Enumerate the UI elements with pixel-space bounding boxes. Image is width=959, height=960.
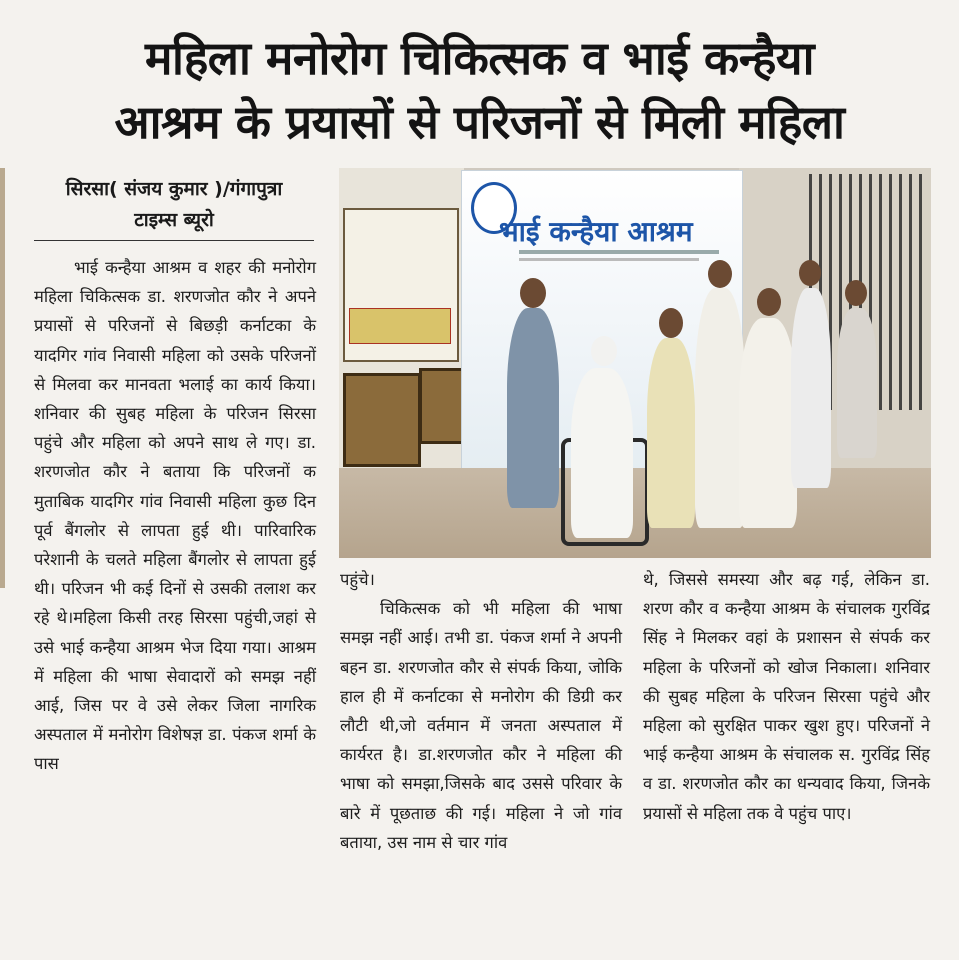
column-2-paragraph: पहुंचे। bbox=[340, 570, 375, 589]
photo-person bbox=[837, 308, 877, 458]
photo-person-head bbox=[591, 336, 617, 366]
headline-line-1: महिला मनोरोग चिकित्सक व भाई कन्हैया bbox=[144, 31, 815, 85]
photo-person-head bbox=[757, 288, 781, 316]
photo-banner-subtext bbox=[519, 250, 719, 254]
photo-person bbox=[695, 288, 745, 528]
column-3-paragraph: थे, जिससे समस्या और बढ़ गई, लेकिन डा. शरण कौर व कन्हैया आश्रम के संचालक गुरविंद्र सिंह ने मिलकर वहां के प्रशासन से संपर्क कर महिला के परिजनों को खोज निकाला। शनिवार की सुबह महिला के परिजन सिरसा पहुंचे और महिला को सुरक्षित पाकर खुश हुए। परिजनों ने भाई कन्हैया आश्रम के संचालक स. गुरविंद्र सिंह व डा. शरणजोत कौर का धन्यवाद किया, जिनके प्रयासों से महिला तक वे पहुंच पाए। bbox=[643, 570, 930, 823]
photo-person bbox=[571, 368, 633, 538]
column-2-paragraph: चिकित्सक को भी महिला की भाषा समझ नहीं आई। तभी डा. पंकज शर्मा ने अपनी बहन डा. शरणजोत कौर से संपर्क किया, जोकि हाल ही में कर्नाटका से मनोरोग की डिग्री कर लौटी थी,जो वर्तमान में जनता अस्पताल में कार्यरत है। डा.शरणजोत कौर ने महिला की भाषा को समझा,जिसके बाद उससे परिवार के बारे में पूछताछ की गई। महिला ने जो गांव बताया, उस नाम से चार गांव bbox=[340, 599, 622, 852]
photo-person-head bbox=[799, 260, 821, 286]
byline-divider bbox=[34, 240, 314, 241]
photo-person bbox=[791, 288, 831, 488]
photo-banner-title: भाई कन्हैया आश्रम bbox=[499, 215, 693, 248]
byline-bureau: टाइम्स ब्यूरो bbox=[134, 209, 214, 231]
photo-person-head bbox=[659, 308, 683, 338]
article-column-2 bbox=[340, 565, 622, 857]
adjacent-article-edge bbox=[0, 168, 5, 588]
photo-notice-sign bbox=[349, 308, 451, 344]
photo-wall-frame bbox=[419, 368, 465, 444]
article-column-1 bbox=[34, 253, 316, 779]
byline-location-author: सिरसा( संजय कुमार )/गंगापुत्रा bbox=[65, 178, 283, 200]
photo-person-head bbox=[520, 278, 546, 308]
photo-person bbox=[739, 318, 797, 528]
photo-person bbox=[507, 308, 559, 508]
photo-banner-subtext bbox=[519, 258, 699, 261]
headline-line-2: आश्रम के प्रयासों से परिजनों से मिली महिला bbox=[114, 95, 845, 149]
byline bbox=[34, 174, 314, 236]
article-column-3 bbox=[643, 565, 930, 828]
column-1-paragraph: भाई कन्हैया आश्रम व शहर की मनोरोग महिला चिकित्सक डा. शरणजोत कौर ने अपने प्रयासों से परिजनों से बिछड़ी कर्नाटका के यादगिर गांव निवासी महिला को उसके परिजनों से मिलवा कर मानवता भलाई का कार्य किया। शनिवार की सुबह महिला के परिजन सिरसा पहुंचे और महिला को अपने साथ ले गए। डा. शरणजोत कौर ने बताया कि परिजनों क मुताबिक यादगिर गांव निवासी महिला कुछ दिन पूर्व बैंगलोर से लापता हुई थी। पारिवारिक परेशानी के चलते महिला बैंगलोर से लापता हुई थी। परिजन भी कई दिनों से उसकी तलाश कर रहे थे।महिला किसी तरह सिरसा पहुंची,जहां से उसे भाई कन्हैया आश्रम भेज दिया गया। आश्रम में महिला की भाषा सेवादारों को समझ नहीं आई, जिस पर वे उसे लेकर जिला नागरिक अस्पताल में मनोरोग विशेषज्ञ डा. पंकज शर्मा के पास bbox=[34, 258, 316, 774]
photo-person-head bbox=[708, 260, 732, 288]
news-photo bbox=[339, 168, 931, 558]
photo-person bbox=[647, 338, 695, 528]
photo-person-head bbox=[845, 280, 867, 306]
photo-wall-frame bbox=[343, 373, 421, 467]
